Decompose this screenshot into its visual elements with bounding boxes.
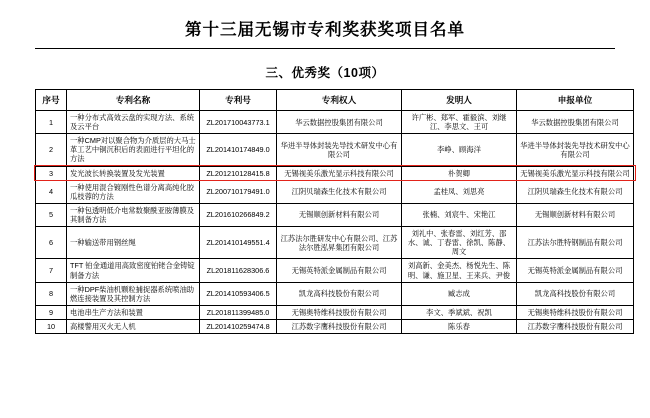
table-row <box>36 134 634 166</box>
cell-no: 6 <box>36 227 67 259</box>
cell-patent: ZL201710043773.1 <box>200 111 277 134</box>
column-header-org: 申报单位 <box>517 90 634 111</box>
title-divider <box>35 48 615 49</box>
page-title: 第十三届无锡市专利奖获奖项目名单 <box>185 21 465 39</box>
table-row <box>36 180 634 203</box>
column-header-inventor: 发明人 <box>402 90 517 111</box>
cell-name: 一种CMP对以聚合物为介质层的大马士革工艺中铜沉积后的表面进行平坦化的方法 <box>67 134 200 166</box>
cell-inventor: 朴贺卿 <box>402 166 517 180</box>
cell-name: 发光波长转换装置及发光装置 <box>67 166 200 180</box>
table-row <box>36 319 634 333</box>
cell-inventor: 刘礼中、张春雷、刘红芳、邵水、诚、丁春雷、徐凯、陈静、周文 <box>402 227 517 259</box>
table-row <box>36 282 634 305</box>
table-row <box>36 111 634 134</box>
cell-org: 无锡视美乐激光显示科技有限公司 <box>517 166 634 180</box>
cell-inventor: 孟桂凤、刘思亮 <box>402 180 517 203</box>
cell-no: 1 <box>36 111 67 134</box>
cell-owner: 江苏法尔胜研发中心有限公司、江苏法尔胜泓昇集团有限公司 <box>277 227 402 259</box>
column-header-patent: 专利号 <box>200 90 277 111</box>
cell-owner: 江阴贝瑞森生化技术有限公司 <box>277 180 402 203</box>
table-row <box>36 166 634 180</box>
cell-name: 一种分布式高效云盘的实现方法、系统及云平台 <box>67 111 200 134</box>
column-header-name: 专利名称 <box>67 90 200 111</box>
cell-name: TFT 铂金通道用高致密度铂铑合金铸锭制备方法 <box>67 259 200 282</box>
table-header <box>36 90 634 111</box>
cell-name: 一种DPF柴油机颗粒捕捉器系统喷油助燃连接装置及其控制方法 <box>67 282 200 305</box>
cell-org: 江苏数字鹰科技股份有限公司 <box>517 319 634 333</box>
cell-org: 无锡奥特维科技股份有限公司 <box>517 305 634 319</box>
cell-owner: 华进半导体封装先导技术研发中心有限公司 <box>277 134 402 166</box>
column-header-no: 序号 <box>36 90 67 111</box>
cell-name: 一种包透明低介电常数聚酰亚胺薄膜及其制备方法 <box>67 203 200 226</box>
table-row <box>36 259 634 282</box>
cell-inventor: 张楠、刘宸牛、宋艳江 <box>402 203 517 226</box>
cell-owner: 江苏数字鹰科技股份有限公司 <box>277 319 402 333</box>
cell-owner: 无锡奥特维科技股份有限公司 <box>277 305 402 319</box>
cell-patent: ZL201410259474.8 <box>200 319 277 333</box>
cell-no: 7 <box>36 259 67 282</box>
cell-patent: ZL201410174849.0 <box>200 134 277 166</box>
cell-org: 江阴贝瑞森生化技术有限公司 <box>517 180 634 203</box>
cell-org: 江苏法尔胜特钢制品有限公司 <box>517 227 634 259</box>
cell-no: 10 <box>36 319 67 333</box>
table-row <box>36 227 634 259</box>
cell-no: 8 <box>36 282 67 305</box>
cell-inventor: 陈乐春 <box>402 319 517 333</box>
cell-patent: ZL201410149551.4 <box>200 227 277 259</box>
column-header-owner: 专利权人 <box>277 90 402 111</box>
cell-org: 华云数据控股集团有限公司 <box>517 111 634 134</box>
cell-owner: 无锡顺创新材料有限公司 <box>277 203 402 226</box>
awards-table-container <box>35 89 630 334</box>
cell-inventor: 刘高新、金美杰、杨悦先生、陈明、谦、施卫星、王来兵、尹俊 <box>402 259 517 282</box>
cell-inventor: 臧志成 <box>402 282 517 305</box>
section-heading: 三、优秀奖（10项） <box>265 66 385 80</box>
cell-inventor: 许广彬、郑军、霍毅滨、刘继江、李思文、王可 <box>402 111 517 134</box>
cell-patent: ZL201410593406.5 <box>200 282 277 305</box>
cell-name: 一种输送带用钢丝绳 <box>67 227 200 259</box>
cell-patent: ZL201210128415.8 <box>200 166 277 180</box>
cell-org: 凯龙高科技股份有限公司 <box>517 282 634 305</box>
table-body <box>36 111 634 334</box>
cell-owner: 华云数据控股集团有限公司 <box>277 111 402 134</box>
cell-patent: ZL201811628306.6 <box>200 259 277 282</box>
cell-name: 高楼警用灭火无人机 <box>67 319 200 333</box>
cell-no: 3 <box>36 166 67 180</box>
awards-table <box>35 89 634 334</box>
cell-patent: ZL200710179491.0 <box>200 180 277 203</box>
cell-inventor: 李文、季斌斌、祝凯 <box>402 305 517 319</box>
cell-no: 9 <box>36 305 67 319</box>
cell-owner: 无锡视美乐激光显示科技有限公司 <box>277 166 402 180</box>
cell-no: 2 <box>36 134 67 166</box>
cell-org: 无锡顺创新材料有限公司 <box>517 203 634 226</box>
cell-owner: 无锡英特派金属制品有限公司 <box>277 259 402 282</box>
cell-no: 5 <box>36 203 67 226</box>
cell-patent: ZL201811399485.0 <box>200 305 277 319</box>
cell-inventor: 李峥、顾海洋 <box>402 134 517 166</box>
cell-org: 华进半导体封装先导技术研发中心有限公司 <box>517 134 634 166</box>
table-row <box>36 203 634 226</box>
cell-patent: ZL201610266849.2 <box>200 203 277 226</box>
cell-owner: 凯龙高科技股份有限公司 <box>277 282 402 305</box>
table-row <box>36 305 634 319</box>
cell-no: 4 <box>36 180 67 203</box>
cell-name: 一种使用混合镀刚性色谱分离高纯化胶瓜枝蓉的方法 <box>67 180 200 203</box>
cell-org: 无锡英特派金属制品有限公司 <box>517 259 634 282</box>
cell-name: 电池串生产方法和装置 <box>67 305 200 319</box>
table-header-row <box>36 90 634 111</box>
